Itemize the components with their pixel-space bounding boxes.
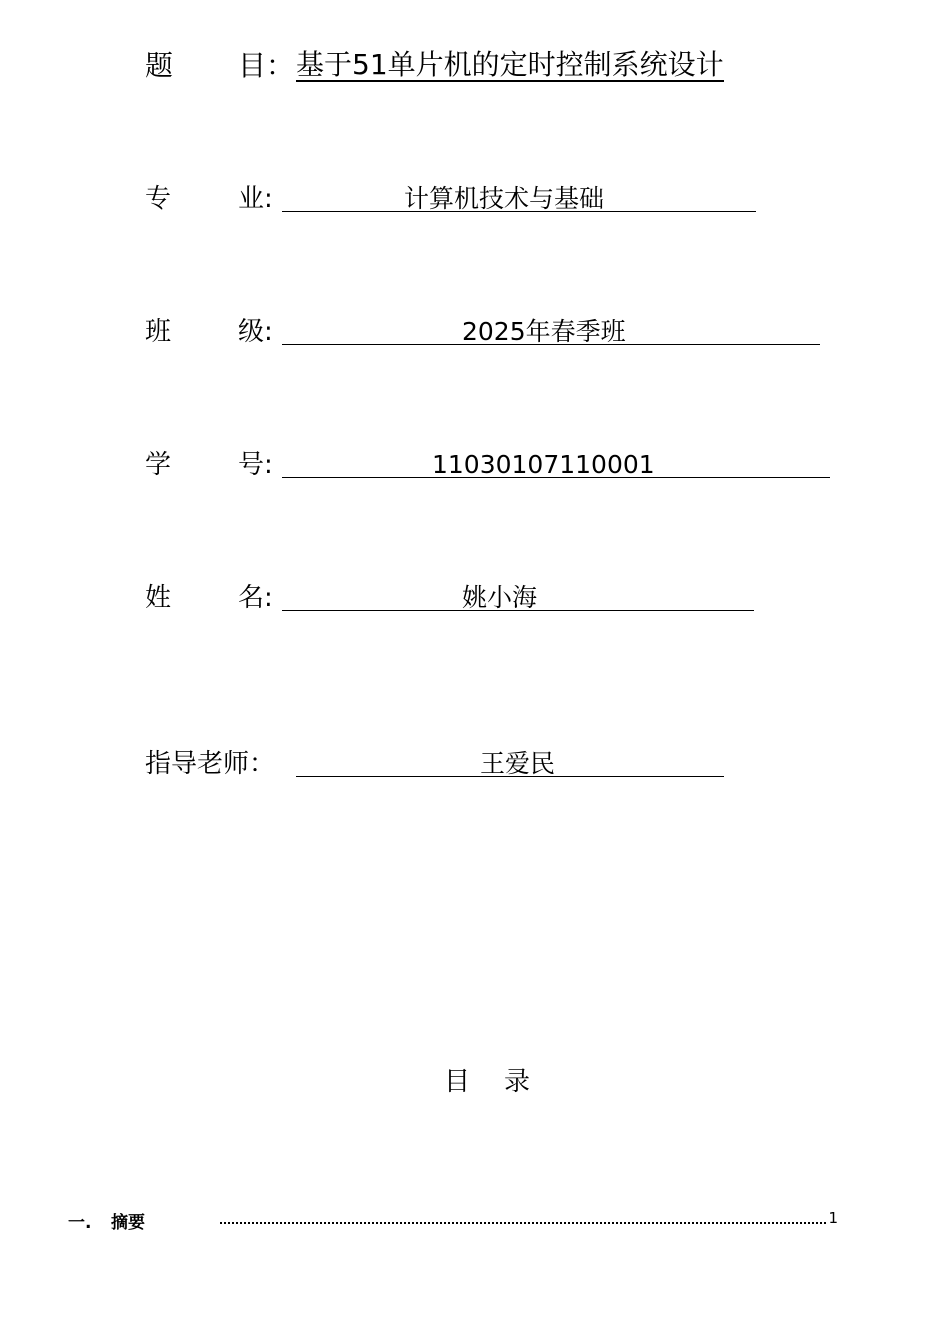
major-label-char-1: 专 [145,184,172,214]
major-value: 计算机技术与基础 [404,184,605,213]
toc-entry-page: 1 [828,1209,838,1227]
advisor-value: 王爱民 [480,749,556,778]
class-label-char-1: 班 [145,317,172,347]
toc-heading-char-1: 目 [444,1067,471,1097]
student-id-label-char-2: 号: [238,450,273,480]
name-label-char-1: 姓 [145,583,172,613]
title-label-char-2: 目： [238,49,295,82]
name-label-char-2: 名: [238,583,273,613]
toc-entry-number: 一. [68,1213,92,1233]
toc-entry-title: 摘要 [111,1213,145,1233]
advisor-label: 指导老师： [145,749,276,779]
major-label-char-2: 业: [238,184,273,214]
toc-entry[interactable] [68,1208,838,1233]
class-label-char-2: 级: [238,317,273,347]
thesis-title: 基于51单片机的定时控制系统设计 [296,48,724,81]
student-id-label-char-1: 学 [145,450,172,480]
class-value: 2025年春季班 [462,317,626,346]
student-id-value: 11030107110001 [432,450,655,479]
student-name-value: 姚小海 [462,583,538,612]
toc-leader-dots [220,1222,826,1224]
title-label-char-1: 题 [145,49,174,82]
toc-heading-char-2: 录 [504,1067,531,1097]
